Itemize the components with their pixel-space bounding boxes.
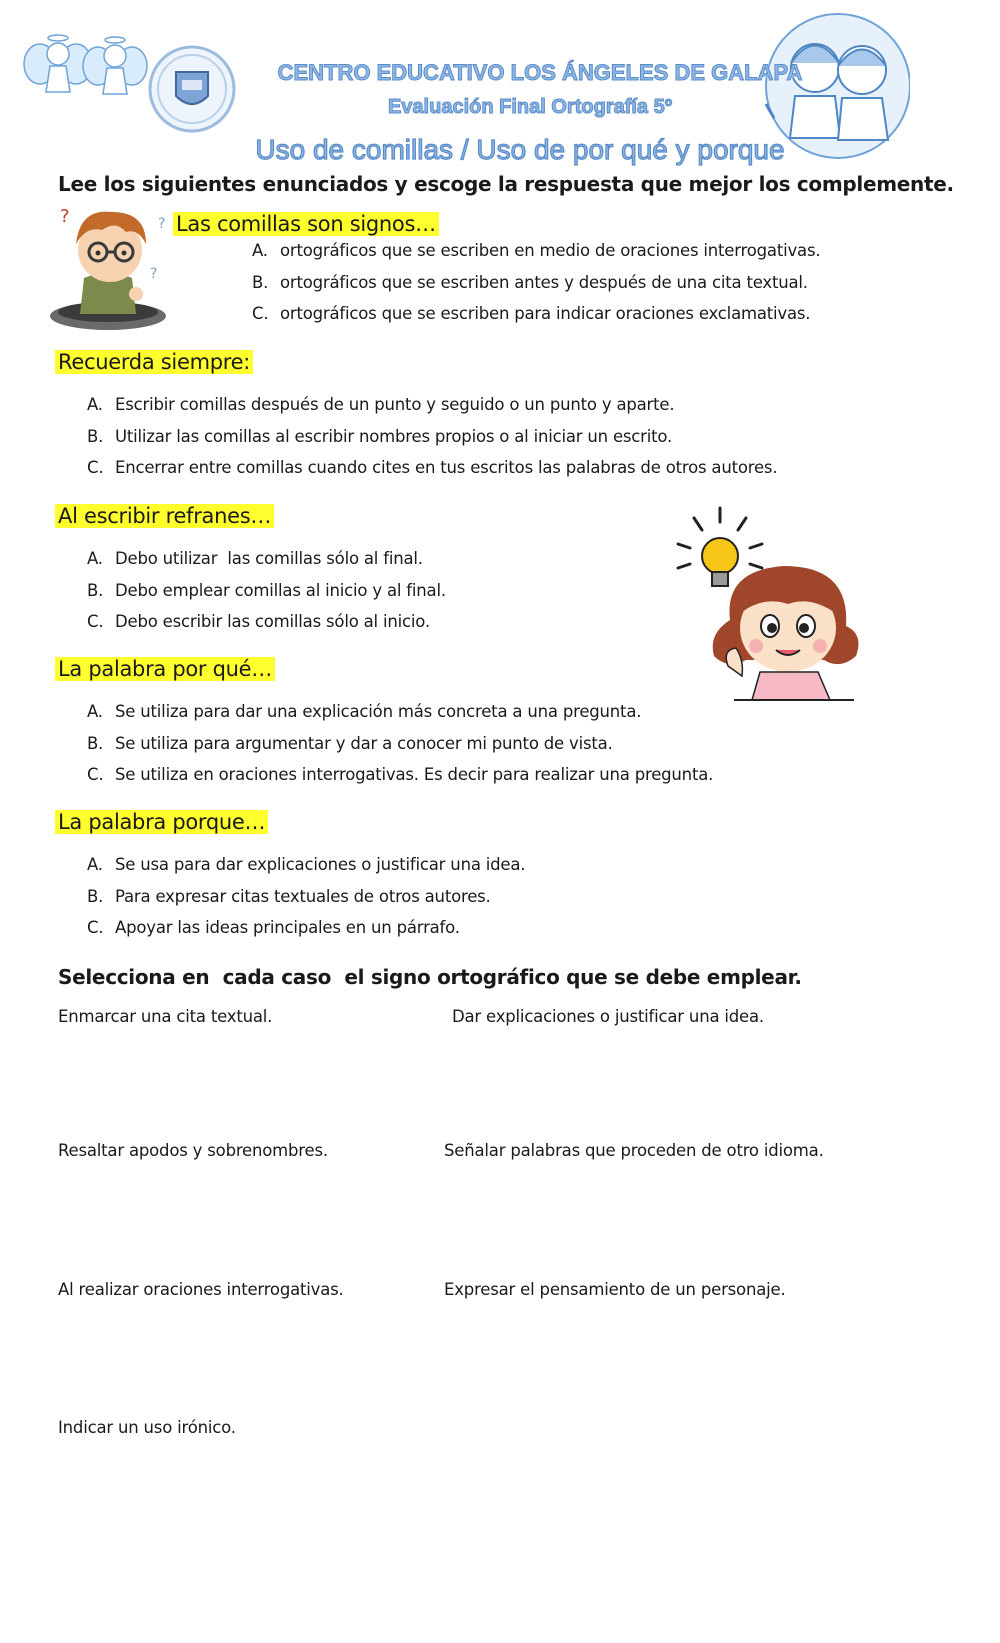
answer-dropdown-7[interactable] <box>58 1451 338 1491</box>
answer-dropdown-5[interactable] <box>58 1313 338 1353</box>
match-item-1: Enmarcar una cita textual. <box>58 1007 273 1026</box>
option-a[interactable]: A. Escribir comillas después de un punto y seguido o un punto y aparte. <box>87 395 675 414</box>
option-b[interactable]: B. Para expresar citas textuales de otros autores. <box>87 886 491 906</box>
svg-text:?: ? <box>60 206 70 227</box>
section1-instruction: Lee los siguientes enunciados y escoge la respuesta que mejor los complemente. <box>58 172 954 196</box>
school-name: CENTRO EDUCATIVO LOS ÁNGELES DE GALAPA <box>277 60 803 85</box>
match-item-3: Resaltar apodos y sobrenombres. <box>58 1141 328 1160</box>
school-crest <box>146 44 238 134</box>
svg-text:?: ? <box>150 266 158 282</box>
option-c[interactable]: C. Debo escribir las comillas sólo al inicio. <box>87 612 430 631</box>
answer-dropdown-3[interactable] <box>58 1174 338 1214</box>
question-1-options <box>252 239 820 334</box>
question-5-options <box>87 853 525 948</box>
svg-text:?: ? <box>158 216 166 232</box>
match-item-7: Indicar un uso irónico. <box>58 1418 236 1437</box>
question-2-options <box>87 393 777 488</box>
evaluation-title: Evaluación Final Ortografía 5º <box>387 96 673 118</box>
option-a[interactable]: A. Se utiliza para dar una explicación más concreta a una pregunta. <box>87 702 642 721</box>
question-2-prompt: Recuerda siempre: <box>55 350 253 374</box>
match-item-5: Al realizar oraciones interrogativas. <box>58 1280 344 1299</box>
option-a[interactable]: A. Debo utilizar las comillas sólo al final. <box>87 549 423 568</box>
match-item-2: Dar explicaciones o justificar una idea. <box>452 1007 764 1026</box>
option-b[interactable]: B. ortográficos que se escriben antes y después de una cita textual. <box>252 272 808 292</box>
option-c[interactable]: C. ortográficos que se escriben para indicar oraciones exclamativas. <box>252 304 811 323</box>
question-3-options <box>87 547 446 642</box>
question-1-prompt: Las comillas son signos… <box>173 212 439 236</box>
option-a[interactable]: A. Se usa para dar explicaciones o justificar una idea. <box>87 855 526 874</box>
answer-dropdown-2[interactable] <box>452 1040 732 1080</box>
match-item-6: Expresar el pensamiento de un personaje. <box>444 1280 786 1299</box>
question-3-prompt: Al escribir refranes… <box>55 504 274 528</box>
option-b[interactable]: B. Debo emplear comillas al inicio y al final. <box>87 580 446 600</box>
option-a[interactable]: A. ortográficos que se escriben en medio de oraciones interrogativas. <box>252 241 821 260</box>
topic-title: Uso de comillas / Uso de por qué y porque <box>255 134 785 165</box>
question-4-options <box>87 700 713 795</box>
match-item-4: Señalar palabras que proceden de otro idioma. <box>444 1141 824 1160</box>
option-b[interactable]: B. Utilizar las comillas al escribir nombres propios o al iniciar un escrito. <box>87 426 673 446</box>
question-4-prompt: La palabra por qué… <box>55 657 275 681</box>
section2-instruction: Selecciona en cada caso el signo ortográfico que se debe emplear. <box>58 965 802 989</box>
answer-dropdown-4[interactable] <box>444 1174 724 1214</box>
question-5-prompt: La palabra porque… <box>55 810 268 834</box>
option-c[interactable]: C. Se utiliza en oraciones interrogativas. Es decir para realizar una pregunta. <box>87 765 714 784</box>
thinking-boy-illustration <box>46 198 178 336</box>
answer-dropdown-1[interactable] <box>58 1040 338 1080</box>
option-c[interactable]: C. Encerrar entre comillas cuando cites en tus escritos las palabras de otros autores. <box>87 458 778 477</box>
answer-dropdown-6[interactable] <box>444 1313 724 1353</box>
option-b[interactable]: B. Se utiliza para argumentar y dar a conocer mi punto de vista. <box>87 733 613 753</box>
option-c[interactable]: C. Apoyar las ideas principales en un párrafo. <box>87 918 460 937</box>
